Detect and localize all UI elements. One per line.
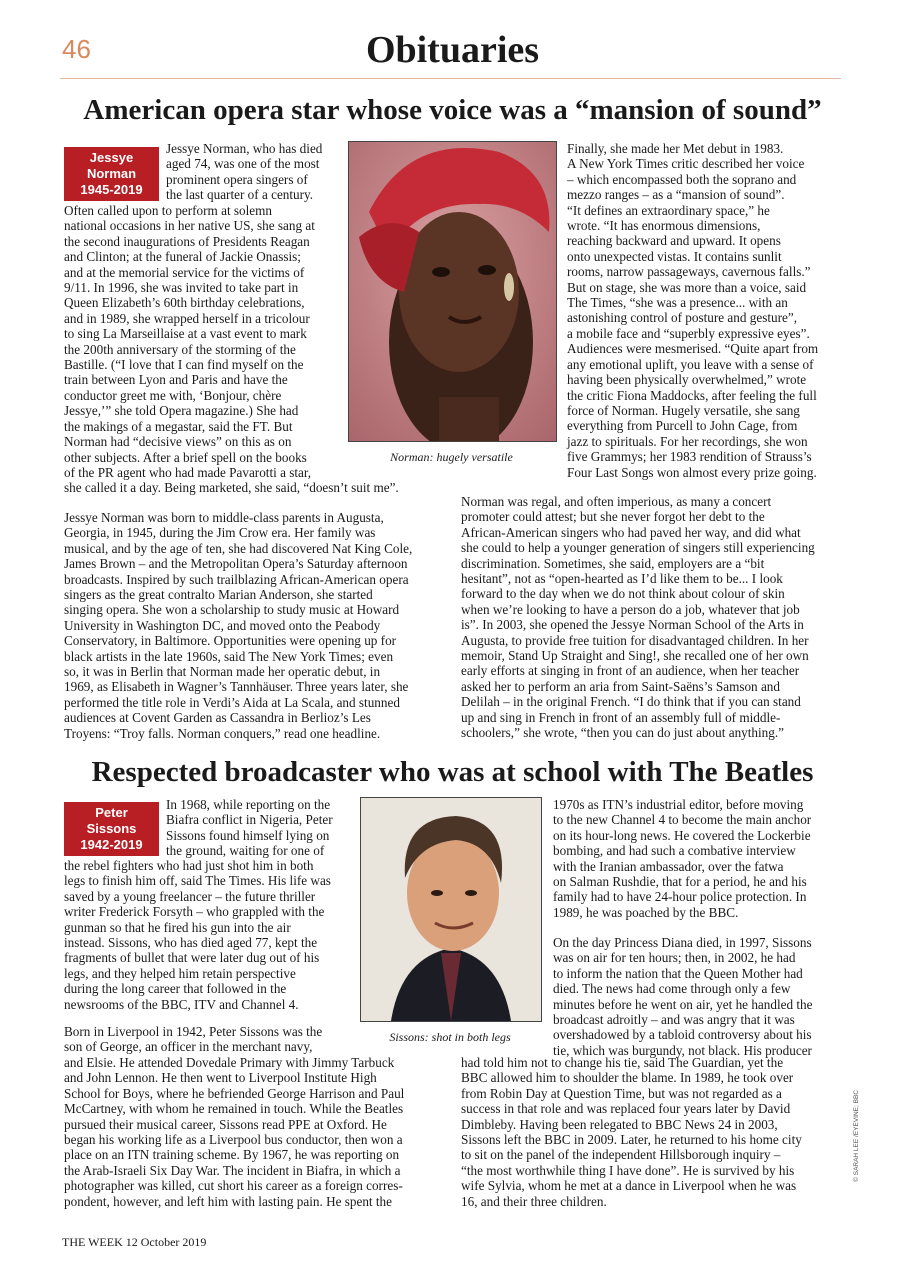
- story2-caption: Sissons: shot in both legs: [389, 1030, 511, 1044]
- peter-sissons-photo: [360, 797, 542, 1022]
- story1-badge: [64, 147, 159, 201]
- story2-intro: In 1968, while reporting on the Biafra conflict in Nigeria, Peter Sissons found himself lying on the ground, waiting for one of: [166, 797, 333, 859]
- story1-intro: Jessye Norman, who has died aged 74, was one of the most prominent opera singers of the last quarter of a century.: [166, 141, 323, 203]
- story1-body-right: Finally, she made her Met debut in 1983. A New York Times critic described her voice – which encompassed both the soprano and mezzo ranges – as a “mansion of sound”. “It defines an extraordinary space,” he wrote. “It has enormous dimensions, reaching backward and upward. It opens onto unexpected vistas. It contains sunlit rooms, narrow passageways, cavernous falls.” But on stage, she was more than a voice, said The Times, “she was a presence... with an astonishing control of posture and gesture”, a mobile face and “superbly expressive eyes”. Audiences were mesmerised. “Quite apart from any emotional uplift, you leave with a sense of having been physically overwhelmed,” wrote the critic Fiona Maddocks, after feeling the full force of Norman. Hugely versatile, she sang everything from Purcell to John Cage, from jazz to spirituals. For her recordings, she won five Grammys; her 1983 rendition of Strauss’s Four Last Songs won almost every prize going.: [567, 141, 819, 480]
- story1-caption: Norman: hugely versatile: [390, 450, 513, 464]
- story2-badge: [64, 802, 159, 856]
- story2-body-left: the rebel fighters who had just shot him in both legs to finish him off, said The Times. His life was saved by a young freelancer – the future thriller writer Frederick Forsyth – who grappled with the gunman so that he fired his gun into the air instead. Sissons, who has died aged 77, kept the fragments of bullet that were later dug out of his legs, and they helped him retain perspective during the long career that followed in the newsrooms of the BBC, ITV and Channel 4.: [64, 858, 331, 1012]
- story1-body-left-lower: Jessye Norman was born to middle-class parents in Augusta, Georgia, in 1945, during the Jim Crow era. Her family was musical, and by the age of ten, she had discovered Nat King Cole, James Brown – and the Metropolitan Opera’s Saturday afternoon broadcasts. Inspired by such trailblazing African-American opera singers as the great contralto Marian Anderson, she started singing opera. She won a scholarship to study music at Howard University in Washington DC, and moved onto the Peabody Conservatory, in Baltimore. Opportunities were opening up for black artists in the late 1960s, said The New York Times; even so, it was in Berlin that Norman made her operatic debut, in 1969, as Elisabeth in Wagner’s Tannhäuser. Three years later, she performed the title role in Verdi’s Aida at La Scala, and stunned audiences at Covent Garden as Cassandra in Berlioz’s Les Troyens: “Troy falls. Norman conquers,” read one headline.: [64, 510, 413, 741]
- badge-name-last: Sissons: [86, 821, 137, 836]
- story1-body-left: Often called upon to perform at solemn national occasions in her native US, she sang at the second inaugurations of Presidents Reagan and Clinton; at the funeral of Jackie Onassis; and at the memorial service for the victims of 9/11. In 1996, she was invited to take part in Queen Elizabeth’s 60th birthday celebrations, and in 1989, she wrapped herself in a tricolour to sing La Marseillaise at a vast event to mark the 200th anniversary of the storming of the Bastille. (“I love that I can find myself on the train between Lyon and Paris and have the conductor greet me with, ‘Bonjour, chère Jessye,’” she told Opera magazine.) She had the makings of a megastar, said the FT. But Norman had “decisive views” on this as on other subjects. After a brief spell on the books of the PR agent who had made Pavarotti a star, she called it a day. Being marketed, she said, “doesn’t suit me”.: [64, 203, 399, 496]
- portrait-illustration: [361, 798, 541, 1021]
- badge-name-first: Jessye: [89, 150, 134, 165]
- page-footer: THE WEEK 12 October 2019: [62, 1235, 207, 1249]
- story2-headline: Respected broadcaster who was at school with The Beatles: [91, 756, 814, 788]
- badge-name-first: Peter: [95, 805, 128, 820]
- story1-body-right-lower: Norman was regal, and often imperious, as many a concert promoter could attest; but she never forgot her debt to the African-American singers who had paved her way, and did what she could to help a younger generation of singers still experiencing discrimination. Sometimes, she said, employers are a “bit hesitant”, not as “open-hearted as I’d like them to be... I look forward to the day when we do not think about colour of skin when we’re looking to have a person do a job, whatever that job is”. In 2003, she opened the Jessye Norman School of the Arts in Augusta, to provide free tuition for disadvantaged children. In her memoir, Stand Up Straight and Sing!, she recalled one of her own early efforts at singing in front of an audience, when her teacher asked her to perform an aria from Saint-Saëns’s Samson and Delilah – in the original French. “I do think that if you can stand up and sing in French in front of an assembly full of middle- schoolers,” she wrote, “then you can do just about anything.”: [461, 494, 815, 741]
- page-number: 46: [62, 34, 91, 64]
- story1-headline: American opera star whose voice was a “mansion of sound”: [83, 94, 822, 126]
- story2-body-left-lower-b: and Elsie. He attended Dovedale Primary with Jimmy Tarbuck and John Lennon. He then went to Liverpool Institute High School for Boys, where he befriended George Harrison and Paul McCartney, with whom he remained in touch. While the Beatles pursued their musical career, Sissons read PPE at Oxford. He began his working life as a Liverpool bus conductor, then won a place on an ITN training scheme. By 1967, he was reporting on the Arab-Israeli Six Day War. The incident in Biafra, in which a photographer was killed, cut short his career as a foreign corres- pondent, however, and left him with lasting pain. He spent the: [64, 1055, 405, 1209]
- story2-body-left-lower-a: Born in Liverpool in 1942, Peter Sissons was the son of George, an officer in the merchant navy,: [64, 1024, 323, 1055]
- jessye-norman-photo: [348, 141, 557, 442]
- story2-body-right-mid: On the day Princess Diana died, in 1997, Sissons was on air for ten hours; then, in 2002, he had to inform the nation that the Queen Mother had died. The news had come through only a few minutes before he went on air, yet he handled the broadcast adroitly – and was angry that it was overshadowed by a tabloid controversy about his tie, which was burgundy, not black. His producer: [553, 935, 813, 1058]
- header-rule: [60, 78, 841, 79]
- photo-credit: © SARAH LEE /EYEVINE; BBC: [853, 1090, 860, 1182]
- section-title: Obituaries: [365, 29, 540, 71]
- badge-years: 1942-2019: [80, 837, 143, 852]
- portrait-illustration: [349, 142, 556, 441]
- story2-body-right: 1970s as ITN’s industrial editor, before moving to the new Channel 4 to become the main anchor on its hour-long news. He covered the Lockerbie bombing, and had such a combative interview with the Iranian ambassador, over the fatwa on Salman Rushdie, that for a period, he and his family had to have 24-hour police protection. In 1989, he was poached by the BBC.: [553, 797, 812, 920]
- badge-years: 1945-2019: [80, 182, 143, 197]
- badge-name-last: Norman: [86, 166, 137, 181]
- story2-body-right-lower: had told him not to change his tie, said The Guardian, yet the BBC allowed him to shoulder the blame. In 1989, he took over from Robin Day at Question Time, but was not regarded as a success in that role and was replaced four years later by David Dimbleby. Having been relegated to BBC News 24 in 2003, Sissons left the BBC in 2009. Later, he returned to his home city to sit on the panel of the independent Hillsborough inquiry – “the most worthwhile thing I have done”. He is survived by his wife Sylvia, whom he met at a dance in Liverpool when he was 16, and their three children.: [461, 1055, 802, 1209]
